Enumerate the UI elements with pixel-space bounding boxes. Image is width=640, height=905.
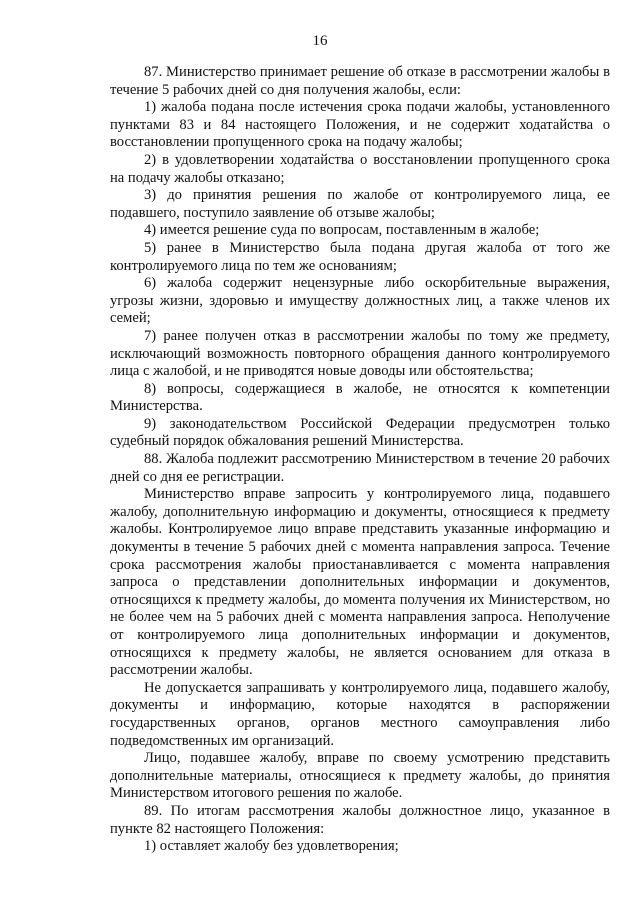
- paragraph-88: 88. Жалоба подлежит рассмотрению Министерством в течение 20 рабочих дней со дня ее регистрации.: [110, 451, 610, 485]
- paragraph-87: 87. Министерство принимает решение об отказе в рассмотрении жалобы в течение 5 рабочих дней со дня получения жалобы, если:: [110, 64, 610, 98]
- paragraph-87-item-5: 5) ранее в Министерство была подана другая жалоба от того же контролируемого лица по тем же основаниям;: [110, 239, 610, 274]
- paragraph-87-item-1: 1) жалоба подана после истечения срока подачи жалобы, установленного пунктами 83 и 84 настоящего Положения, и не содержит ходатайства о восстановлении пропущенного срока на подачу жалобы;: [110, 99, 610, 151]
- page-number: 16: [312, 33, 328, 49]
- paragraph-87-item-4: 4) имеется решение суда по вопросам, поставленным в жалобе;: [144, 222, 540, 239]
- paragraph-87-item-7: 7) ранее получен отказ в рассмотрении жалобы по тому же предмету, исключающий возможность повторного обращения данного контролируемого лица с жалобой, и не приводятся новые доводы или обстоятельства;: [110, 327, 610, 380]
- paragraph-89: 89. По итогам рассмотрения жалобы должностное лицо, указанное в пункте 82 настоящего Положения:: [110, 802, 610, 837]
- paragraph-87-item-6: 6) жалоба содержит нецензурные либо оскорбительные выражения, угрозы жизни, здоровью и имуществу должностных лиц, а также членов их семей;: [110, 275, 610, 327]
- paragraph-88-additional-materials: Лицо, подавшее жалобу, вправе по своему усмотрению представить дополнительные материалы, относящиеся к предмету жалобы, до принятия Министерством итогового решения по жалобе.: [110, 750, 610, 802]
- paragraph-89-item-1: 1) оставляет жалобу без удовлетворения;: [144, 838, 399, 855]
- paragraph-87-item-8: 8) вопросы, содержащиеся в жалобе, не относятся к компетенции Министерства.: [110, 380, 610, 415]
- document-body: [110, 64, 610, 856]
- paragraph-87-item-9: 9) законодательством Российской Федерации предусмотрен только судебный порядок обжалования решений Министерства.: [110, 415, 610, 450]
- paragraph-88-request-info: Министерство вправе запросить у контролируемого лица, подавшего жалобу, дополнительную информацию и документы, относящиеся к предмету жалобы. Контролируемое лицо вправе представить указанные информацию и документы в течение 5 рабочих дней с момента направления запроса. Течение срока рассмотрения жалобы приостанавливается с момента направления запроса о представлении дополнительных информации и документов, относящихся к предмету жалобы, до момента получения их Министерством, но не более чем на 5 рабочих дней с момента направления запроса. Неполучение от контролируемого лица дополнительных информации и документов, относящихся к предмету жалобы, не является основанием для отказа в рассмотрении жалобы.: [110, 486, 610, 679]
- paragraph-87-item-2: 2) в удовлетворении ходатайства о восстановлении пропущенного срока на подачу жалобы отказано;: [110, 151, 610, 186]
- paragraph-87-item-3: 3) до принятия решения по жалобе от контролируемого лица, ее подавшего, поступило заявление об отзыве жалобы;: [110, 187, 610, 221]
- paragraph-88-prohibition: Не допускается запрашивать у контролируемого лица, подавшего жалобу, документы и информацию, которые находятся в распоряжении государственных органов, органов местного самоуправления либо подведомственных им организаций.: [110, 679, 610, 749]
